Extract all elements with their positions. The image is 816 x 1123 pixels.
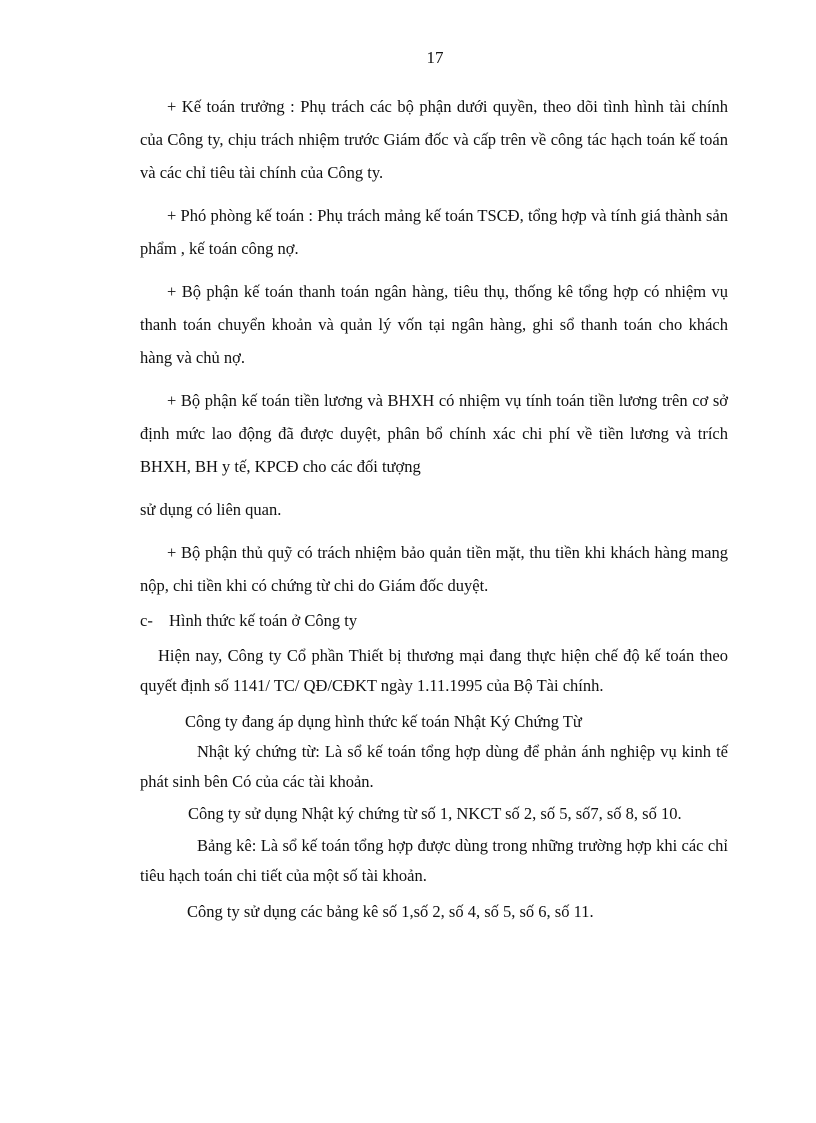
paragraph-su-dung-bang-ke: Công ty sử dụng các bảng kê số 1,số 2, số 4, số 5, số 6, số 11.: [187, 902, 594, 921]
paragraph-ngan-hang: + Bộ phận kế toán thanh toán ngân hàng, tiêu thụ, thống kê tổng hợp có nhiệm vụ thanh toán chuyển khoản và quản lý vốn tại ngân hàng, ghi sổ thanh toán cho khách hàng và chủ nợ.: [140, 282, 728, 367]
section-heading: [140, 607, 728, 635]
paragraph-thu-quy: + Bộ phận thủ quỹ có trách nhiệm bảo quản tiền mặt, thu tiền khi khách hàng mang nộp, chi tiền khi có chứng từ chi do Giám đốc duyệt.: [140, 543, 728, 595]
paragraph-ap-dung: Công ty đang áp dụng hình thức kế toán Nhật Ký Chứng Từ: [185, 712, 582, 731]
paragraph-hien-nay: Hiện nay, Công ty Cổ phần Thiết bị thương mại đang thực hiện chế độ kế toán theo quyết định số 1141/ TC/ QĐ/CĐKT ngày 1.11.1995 của Bộ Tài chính.: [140, 646, 728, 695]
page-content: [140, 90, 728, 927]
section-marker: c-: [140, 611, 153, 630]
paragraph-nhat-ky: Nhật ký chứng từ: Là sổ kế toán tổng hợp dùng để phản ánh nghiệp vụ kinh tế phát sinh bên Có của các tài khoản.: [140, 742, 728, 791]
page-number: 17: [426, 48, 444, 67]
paragraph-ke-toan-truong: + Kế toán trưởng : Phụ trách các bộ phận dưới quyền, theo dõi tình hình tài chính của Công ty, chịu trách nhiệm trước Giám đốc và cấp trên về công tác hạch toán kế toán và các chỉ tiêu tài chính của Công ty.: [140, 97, 728, 182]
paragraph-bang-ke: Bảng kê: Là sổ kế toán tổng hợp được dùng trong những trường hợp khi các chỉ tiêu hạch toán chi tiết của một số tài khoản.: [140, 836, 728, 885]
paragraph-tien-luong: + Bộ phận kế toán tiền lương và BHXH có nhiệm vụ tính toán tiền lương trên cơ sở định mức lao động đã được duyệt, phân bổ chính xác chi phí về tiền lương và trích BHXH, BH y tế, KPCĐ cho các đối tượng: [140, 391, 728, 476]
section-title: Hình thức kế toán ở Công ty: [168, 611, 358, 630]
paragraph-su-dung-nkct: Công ty sử dụng Nhật ký chứng từ số 1, NKCT số 2, số 5, số7, số 8, số 10.: [188, 804, 682, 823]
paragraph-tien-luong-cont: sử dụng có liên quan.: [140, 500, 282, 519]
paragraph-pho-phong: + Phó phòng kế toán : Phụ trách mảng kế toán TSCĐ, tổng hợp và tính giá thành sản phẩm , kế toán công nợ.: [140, 206, 728, 258]
